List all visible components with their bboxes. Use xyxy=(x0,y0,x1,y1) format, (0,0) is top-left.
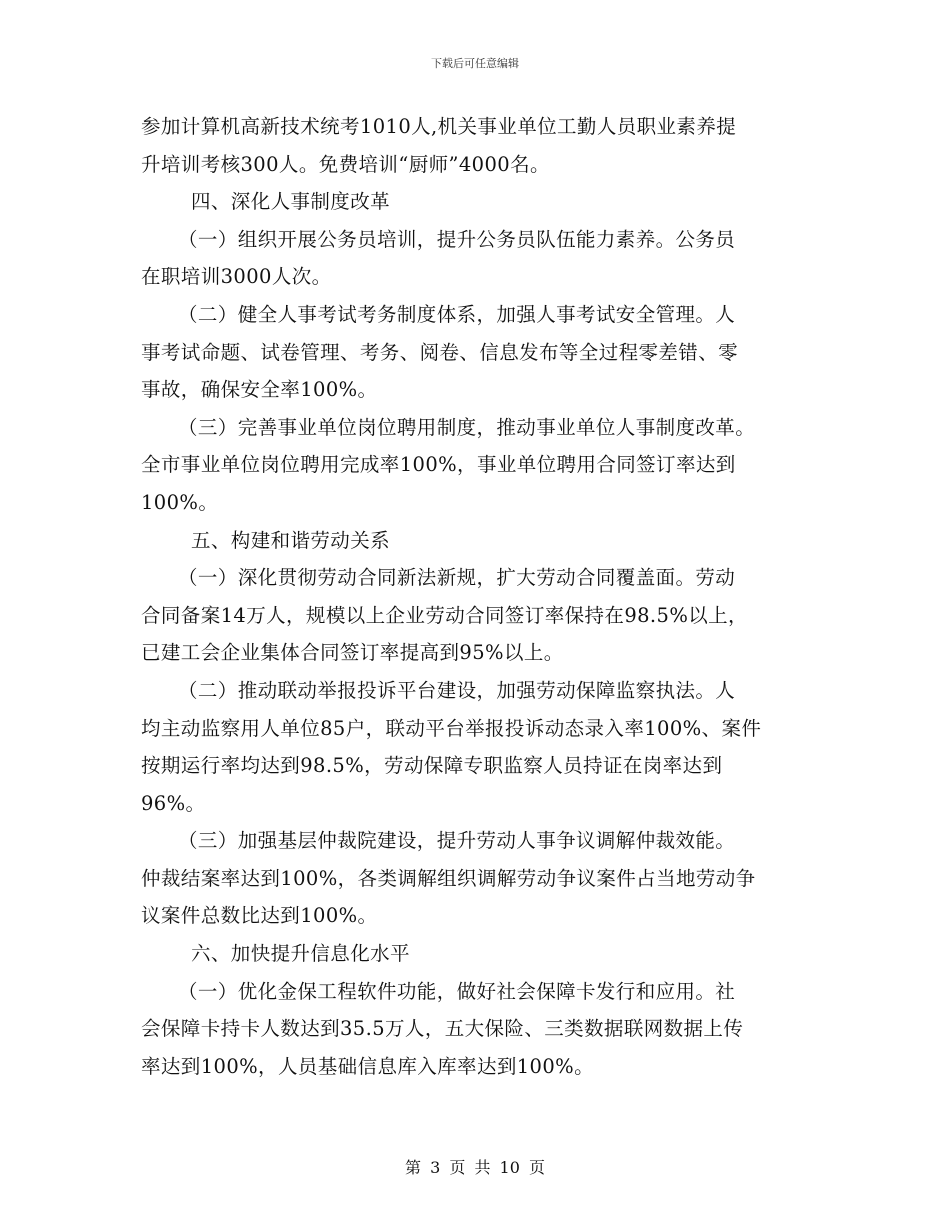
text-line: 100%。 xyxy=(141,490,219,514)
text-line: 事考试命题、试卷管理、考务、阅卷、信息发布等全过程零差错、零 xyxy=(141,340,739,364)
page-number: 第 3 页 共 10 页 xyxy=(405,1158,545,1177)
text-line: （一）组织开展公务员培训，提升公务员队伍能力素养。公务员 xyxy=(178,227,736,251)
text-line: （三）完善事业单位岗位聘用制度，推动事业单位人事制度改革。 xyxy=(178,415,756,439)
text-line: （三）加强基层仲裁院建设，提升劳动人事争议调解仲裁效能。 xyxy=(178,829,736,853)
text-line: 合同备案14万人，规模以上企业劳动合同签订率保持在98.5%以上， xyxy=(141,603,748,627)
text-line: 事故，确保安全率100%。 xyxy=(141,378,378,402)
text-line: 全市事业单位岗位聘用完成率100%，事业单位聘用合同签订率达到 xyxy=(141,453,736,477)
text-line: （二）健全人事考试考务制度体系，加强人事考试安全管理。人 xyxy=(178,302,736,326)
text-line: 升培训考核300人。免费培训“厨师”4000名。 xyxy=(141,152,550,176)
text-line: 96%。 xyxy=(141,791,206,815)
text-line: 均主动监察用人单位85户，联动平台举报投诉动态录入率100%、案件 xyxy=(141,716,762,740)
section-heading: 五、构建和谐劳动关系 xyxy=(191,528,391,552)
text-line: （一）优化金保工程软件功能，做好社会保障卡发行和应用。社 xyxy=(178,979,736,1003)
text-line: 率达到100%，人员基础信息库入库率达到100%。 xyxy=(141,1054,594,1078)
text-line: 会保障卡持卡人数达到35.5万人，五大保险、三类数据联网数据上传 xyxy=(141,1017,744,1041)
text-line: 仲裁结案率达到100%，各类调解组织调解劳动争议案件占当地劳动争 xyxy=(141,866,756,890)
text-line: 议案件总数比达到100%。 xyxy=(141,904,378,928)
header-note: 下载后可任意编辑 xyxy=(431,57,519,70)
text-line: 参加计算机高新技术统考1010人,机关事业单位工勤人员职业素养提 xyxy=(141,115,737,138)
text-line: 按期运行率均达到98.5%，劳动保障专职监察人员持证在岗率达到 xyxy=(141,754,723,778)
section-heading: 四、深化人事制度改革 xyxy=(191,190,391,214)
text-line: 在职培训3000人次。 xyxy=(141,265,332,289)
text-line: （一）深化贯彻劳动合同新法新规，扩大劳动合同覆盖面。劳动 xyxy=(178,566,736,590)
text-line: （二）推动联动举报投诉平台建设，加强劳动保障监察执法。人 xyxy=(178,678,736,702)
document-body xyxy=(141,108,813,1085)
section-heading: 六、加快提升信息化水平 xyxy=(191,942,410,966)
text-line: 已建工会企业集体合同签订率提高到95%以上。 xyxy=(141,641,564,665)
